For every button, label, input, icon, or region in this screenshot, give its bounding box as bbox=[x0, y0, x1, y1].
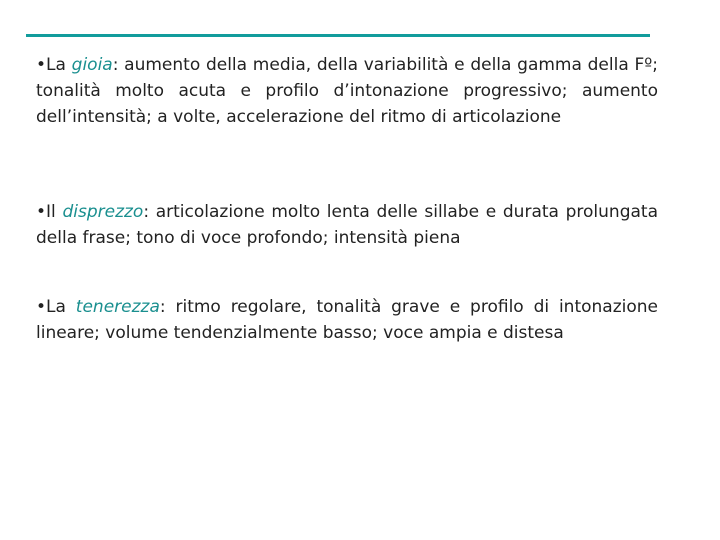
keyword-gioia: gioia bbox=[71, 55, 113, 75]
top-divider-line bbox=[26, 34, 650, 37]
paragraph-text: : articolazione molto lenta delle sillabe e durata prolungata della frase; tono di voce profondo; intensità piena bbox=[36, 202, 658, 248]
paragraph-disprezzo bbox=[36, 199, 658, 251]
bullet-lead: •Il bbox=[36, 202, 63, 222]
bullet-lead: •La bbox=[36, 297, 76, 317]
keyword-disprezzo: disprezzo bbox=[62, 202, 144, 222]
paragraph-gioia bbox=[36, 52, 658, 130]
keyword-tenerezza: tenerezza bbox=[75, 297, 160, 317]
bullet-lead: •La bbox=[36, 55, 72, 75]
paragraph-text: : aumento della media, della variabilità e della gamma della Fº; tonalità molto acuta e profilo d’intonazione progressivo; aumento dell’intensità; a volte, accelerazione del ritmo di articolazione bbox=[36, 55, 658, 127]
paragraph-text: : ritmo regolare, tonalità grave e profilo di intonazione lineare; volume tendenzialmente basso; voce ampia e distesa bbox=[36, 297, 658, 343]
paragraph-tenerezza bbox=[36, 294, 658, 346]
